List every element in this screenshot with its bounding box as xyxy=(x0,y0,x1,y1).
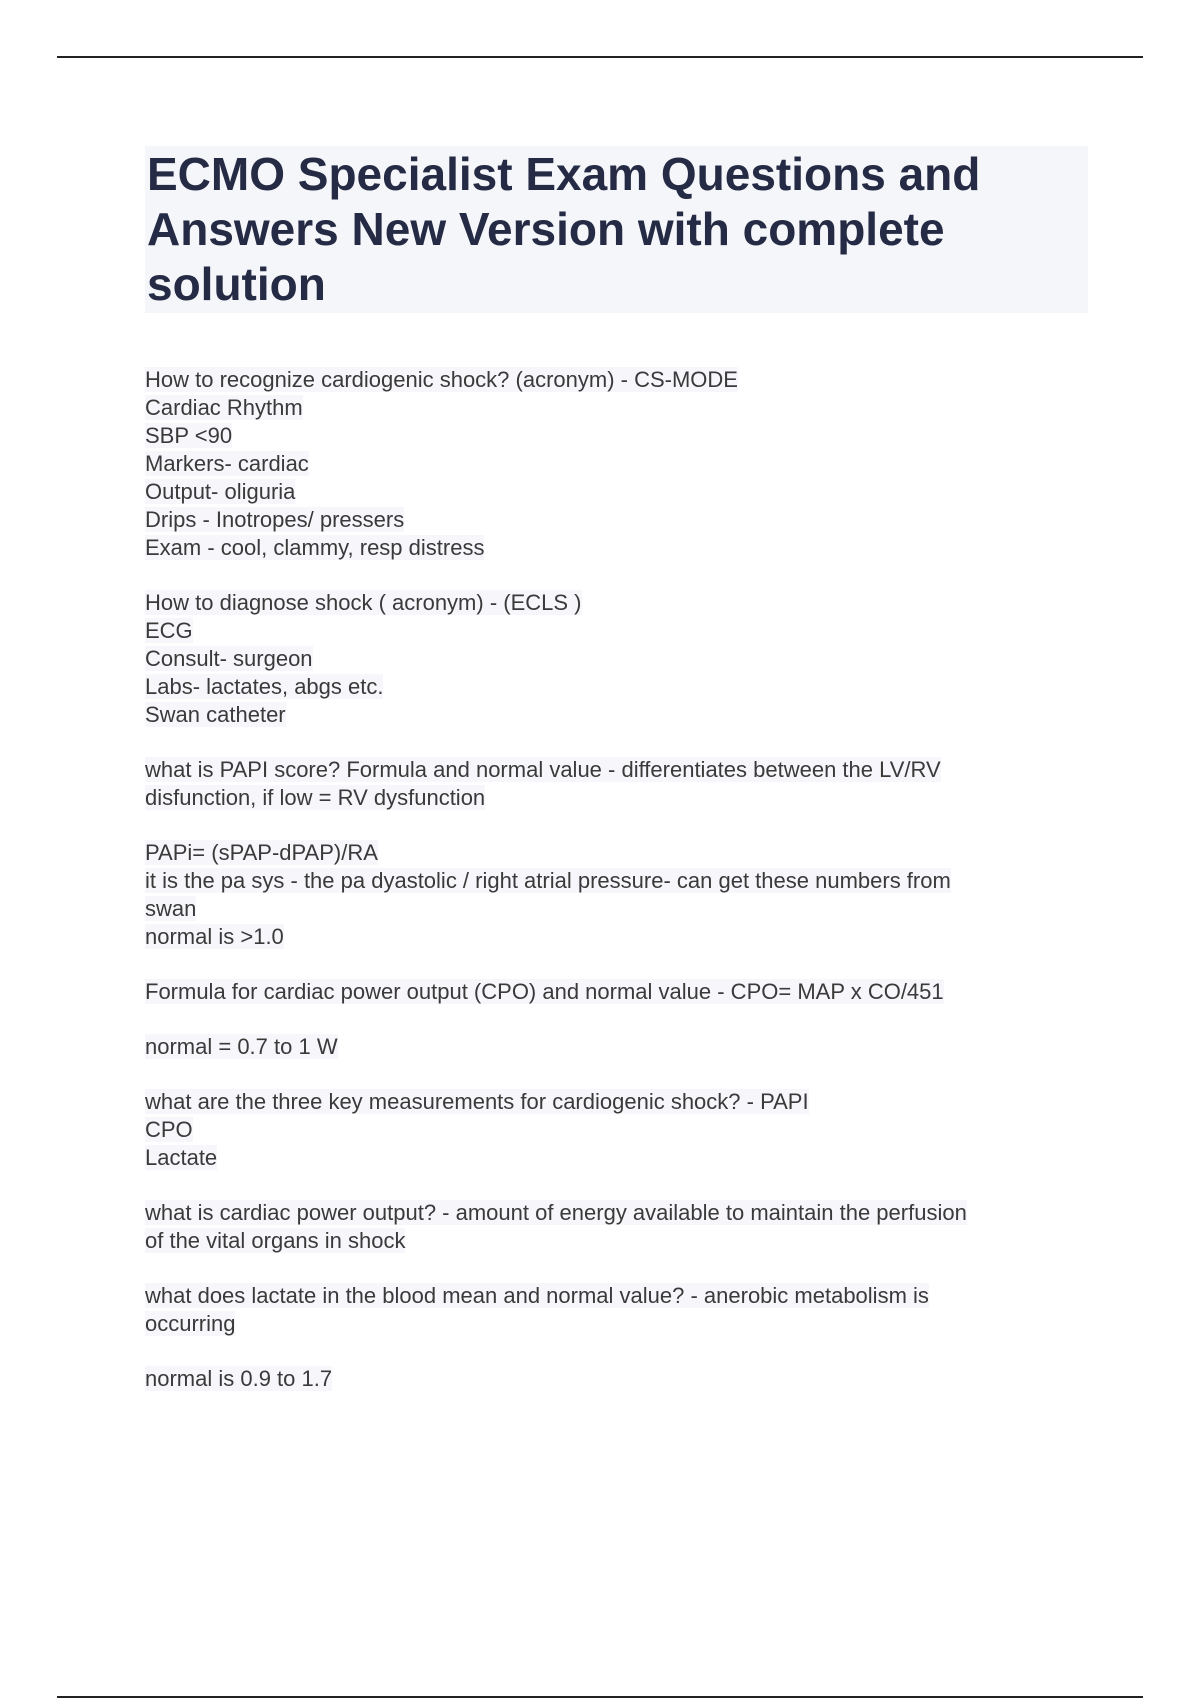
entry-line: it is the pa sys - the pa dyastolic / right atrial pressure- can get these numbers from xyxy=(145,868,951,893)
qa-entry-6 xyxy=(145,1033,1075,1061)
entry-line: Formula for cardiac power output (CPO) and normal value - CPO= MAP x CO/451 xyxy=(145,979,944,1004)
entry-line: normal = 0.7 to 1 W xyxy=(145,1034,338,1059)
entry-line: Exam - cool, clammy, resp distress xyxy=(145,535,485,560)
entry-line: PAPi= (sPAP-dPAP)/RA xyxy=(145,840,378,865)
entry-line: what does lactate in the blood mean and normal value? - anerobic metabolism is xyxy=(145,1283,929,1308)
title-block xyxy=(145,146,1088,313)
entry-line: Labs- lactates, abgs etc. xyxy=(145,674,384,699)
entry-line: How to recognize cardiogenic shock? (acronym) - CS-MODE xyxy=(145,367,738,392)
entry-line: ECG xyxy=(145,618,193,643)
document-body xyxy=(145,366,1075,1420)
entry-line: what is PAPI score? Formula and normal value - differentiates between the LV/RV xyxy=(145,757,941,782)
top-rule xyxy=(57,56,1143,58)
qa-entry-5 xyxy=(145,978,1075,1006)
entry-line: Consult- surgeon xyxy=(145,646,313,671)
entry-line: Output- oliguria xyxy=(145,479,296,504)
entry-line: CPO xyxy=(145,1117,193,1142)
entry-line: Lactate xyxy=(145,1145,218,1170)
entry-line: what are the three key measurements for cardiogenic shock? - PAPI xyxy=(145,1089,809,1114)
entry-line: swan xyxy=(145,896,197,921)
qa-entry-10 xyxy=(145,1365,1075,1393)
bottom-rule xyxy=(57,1696,1143,1698)
entry-line: Markers- cardiac xyxy=(145,451,309,476)
entry-line: How to diagnose shock ( acronym) - (ECLS ) xyxy=(145,590,582,615)
qa-entry-8 xyxy=(145,1199,1075,1255)
entry-line: Swan catheter xyxy=(145,702,286,727)
qa-entry-2 xyxy=(145,589,1075,729)
entry-line: normal is >1.0 xyxy=(145,924,284,949)
entry-line: of the vital organs in shock xyxy=(145,1228,406,1253)
document-title: ECMO Specialist Exam Questions and Answers New Version with complete solution xyxy=(147,148,981,310)
entry-line: disfunction, if low = RV dysfunction xyxy=(145,785,486,810)
entry-line: occurring xyxy=(145,1311,236,1336)
qa-entry-9 xyxy=(145,1282,1075,1338)
entry-line: what is cardiac power output? - amount of energy available to maintain the perfusion xyxy=(145,1200,967,1225)
entry-line: Drips - Inotropes/ pressers xyxy=(145,507,405,532)
entry-line: normal is 0.9 to 1.7 xyxy=(145,1366,333,1391)
entry-line: SBP <90 xyxy=(145,423,233,448)
qa-entry-7 xyxy=(145,1088,1075,1172)
qa-entry-4 xyxy=(145,839,1075,951)
qa-entry-1 xyxy=(145,366,1075,562)
entry-line: Cardiac Rhythm xyxy=(145,395,303,420)
qa-entry-3 xyxy=(145,756,1075,812)
